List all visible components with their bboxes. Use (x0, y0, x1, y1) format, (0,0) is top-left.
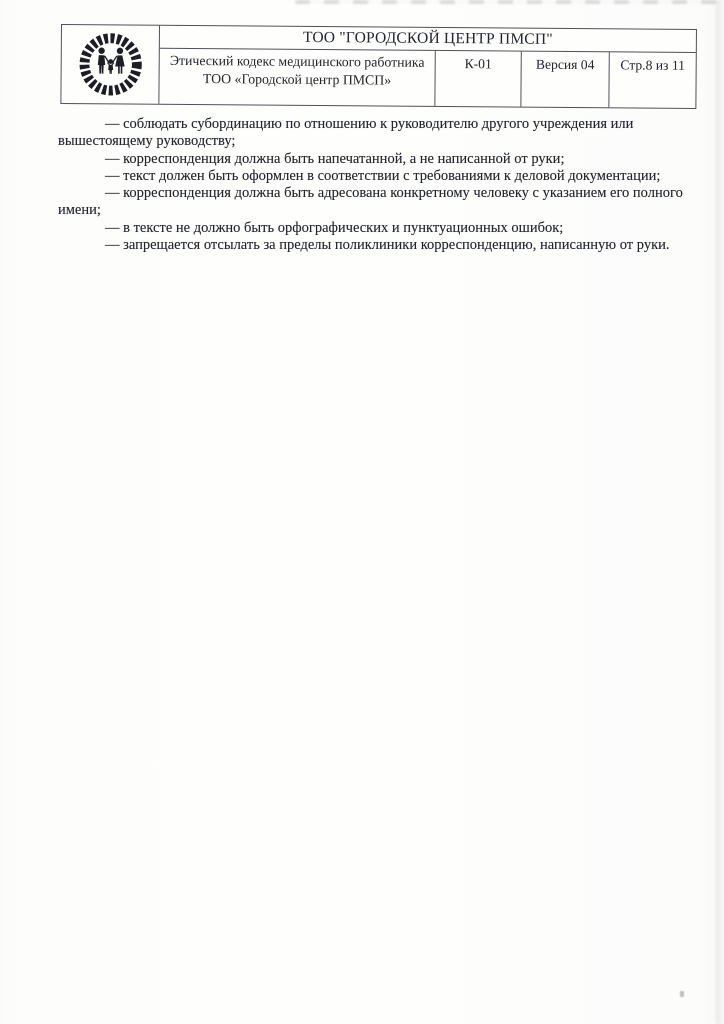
scan-artifact-speck (680, 991, 684, 997)
body-paragraph: — соблюдать субординацию по отношению к руководителю другого учреждения или вышестоящему руководству; (58, 116, 634, 150)
family-emblem-icon (76, 30, 145, 99)
org-name: ТОО "ГОРОДСКОЙ ЦЕНТР ПМСП" (302, 28, 553, 48)
doc-code: К-01 (464, 56, 492, 72)
doc-version: Версия 04 (535, 56, 595, 73)
document-body (58, 116, 698, 254)
doc-title-line1: Этический кодекс медицинского работника (169, 52, 425, 70)
document-header-table (60, 24, 697, 109)
body-paragraph: — запрещается отсылать за пределы поликлиники корреспонденцию, написанную от руки. (105, 237, 670, 254)
body-paragraph: — в тексте не должно быть орфографических и пунктуационных ошибок; (105, 219, 564, 236)
scan-artifact-right-edge (716, 0, 720, 1024)
organization-logo (61, 25, 160, 104)
doc-page-info: Стр.8 из 11 (620, 57, 686, 73)
doc-page-info-cell (608, 52, 695, 108)
scan-artifact-top (295, 0, 719, 4)
body-paragraph: — корреспонденция должна быть напечатанной, а не написанной от руки; (105, 150, 565, 167)
doc-code-cell (434, 51, 520, 107)
body-paragraph: — текст должен быть оформлен в соответствии с требованиями к деловой документации; (105, 167, 661, 184)
body-paragraph: — корреспонденция должна быть адресована конкретному человеку с указанием его полного имени; (58, 185, 683, 219)
doc-title-cell (159, 49, 434, 106)
doc-version-cell (520, 52, 608, 108)
doc-title-line2: ТОО «Городской центр ПМСП» (202, 70, 392, 88)
